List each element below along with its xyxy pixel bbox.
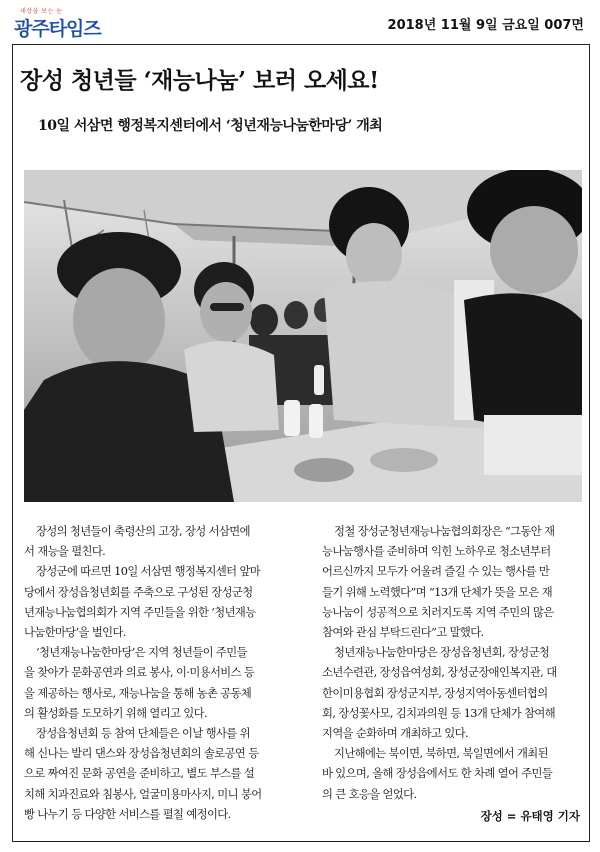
text-line: 장성읍청년회 등 참여 단체들은 이날 행사를 위 [36,727,250,741]
masthead-tagline: 세상을 보는 눈 [20,8,63,15]
text-line: 능나눔이 성공적으로 치러지도록 지역 주민의 많은 [322,605,554,619]
newspaper-logo: 광주타임즈 [14,18,101,40]
text-line: 지난해에는 북이면, 북하면, 북일면에서 개최된 [334,747,548,761]
article-body-left-column [24,522,278,825]
text-line: 어르신까지 모두가 어울려 즐길 수 있는 행사를 만 [322,565,550,579]
article-body-right-column [322,522,576,805]
photo-illustration [24,170,582,502]
text-line: 소년수련관, 장성읍여성회, 장성군장애인복지관, 대 [322,666,557,680]
text-line: 바 있으며, 올해 장성읍에서도 한 차례 열어 주민들 [322,767,553,781]
text-line: 회, 장성꽃사모, 김치과의원 등 13개 단체가 참여해 [322,706,556,720]
article-paragraph [24,643,278,724]
text-line: 서 재능을 펼친다. [24,545,106,559]
text-line: ‘청년재능나눔한마당’은 지역 청년들이 주민들 [36,646,247,660]
issue-dateline: 2018년 11월 9일 금요일 007면 [387,18,584,33]
text-line: 장성군에 따르면 10일 서삼면 행정복지센터 앞마 [36,565,261,579]
text-line: 을 제공하는 행사로, 재능나눔을 통해 농촌 공동체 [24,686,252,700]
text-line: 년재능나눔협의회가 지역 주민들을 위한 ‘청년재능 [24,605,256,619]
text-line: 능나눔행사를 준비하며 익힌 노하우로 청소년부터 [322,545,551,559]
text-line: 해 신나는 발리 댄스와 장성읍청년회의 솔로공연 등 [24,747,259,761]
text-line: 들기 위해 노력했다”며 “13개 단체가 뜻을 모은 재 [322,585,553,599]
text-line: 한이미용협회 장성군지부, 장성지역아동센터협의 [322,686,548,700]
text-line: 당에서 장성읍청년회를 주축으로 구성된 장성군청 [24,585,253,599]
article-paragraph [322,643,576,744]
text-line: 치해 치과진료와 침봉사, 얼굴미용마사지, 미니 붕어 [24,787,262,801]
text-line: 의 큰 호응을 얻었다. [322,787,417,801]
article-byline: 장성 = 유태영 기자 [480,809,580,823]
text-line: 정철 장성군청년재능나눔협의회장은 “그동안 재 [334,525,555,538]
article-headline: 장성 청년들 ‘재능나눔’ 보러 오세요! [20,67,379,94]
article-subhead: 10일 서삼면 행정복지센터에서 ‘청년재능나눔한마당’ 개최 [38,118,383,134]
article-paragraph [322,522,576,643]
article-paragraph [24,562,278,643]
text-line: 의 활성화를 도모하기 위해 열리고 있다. [24,706,207,720]
text-line: 지역을 순화하며 개최하고 있다. [322,727,469,741]
article-photo [24,170,582,502]
text-line: 장성의 청년들이 축령산의 고장, 장성 서삼면에 [36,525,250,538]
text-line: 청년재능나눔한마당은 장성읍청년회, 장성군청 [334,646,550,660]
text-line: 을 찾아가 문화공연과 의료 봉사, 이·미용서비스 등 [24,666,255,680]
text-line: 빵 나누기 등 다양한 서비스를 펼칠 예정이다. [24,807,231,821]
text-line: 나눔한마당’을 벌인다. [24,626,126,640]
text-line: 참여와 관심 부탁드린다”고 말했다. [322,626,484,640]
article-paragraph [24,724,278,825]
article-paragraph [322,744,576,805]
text-line: 으로 짜여진 문화 공연을 준비하고, 별도 부스를 설 [24,767,255,781]
article-paragraph [24,522,278,562]
